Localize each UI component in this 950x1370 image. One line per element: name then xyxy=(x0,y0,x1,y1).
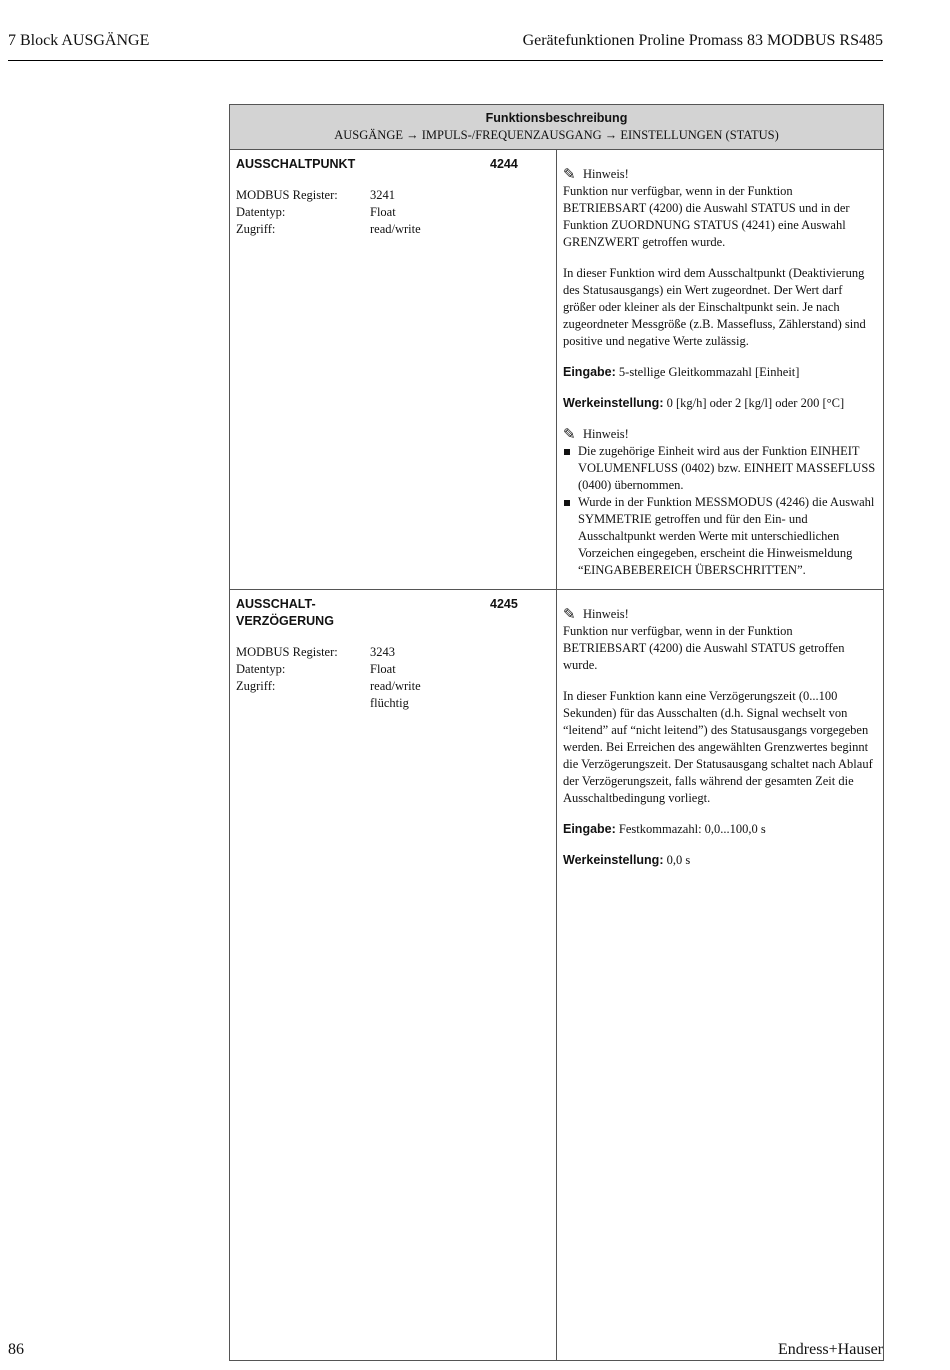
modbus-meta xyxy=(236,187,550,238)
meta-value: Float xyxy=(370,205,396,219)
hint-label: Hinweis! xyxy=(583,167,629,181)
default-line xyxy=(563,852,877,869)
footer-brand: Endress+Hauser xyxy=(778,1341,883,1358)
table-header xyxy=(230,105,884,150)
function-name: AUSSCHALTPUNKT xyxy=(236,157,356,171)
pencil-note-icon: ✎ xyxy=(563,605,576,623)
function-description-4244 xyxy=(557,150,884,590)
meta-key: Datentyp: xyxy=(236,205,286,219)
meta-key: Zugriff: xyxy=(236,222,276,236)
meta-value: read/write xyxy=(370,679,421,693)
meta-value: 3243 xyxy=(370,645,395,659)
hint-block xyxy=(563,606,877,623)
page-number: 86 xyxy=(8,1341,24,1358)
table-title: Funktionsbeschreibung xyxy=(485,111,628,125)
input-value: 5-stellige Gleitkommazahl [Einheit] xyxy=(618,365,800,379)
meta-value: Float xyxy=(370,662,396,676)
meta-value: read/write xyxy=(370,222,421,236)
description-text: In dieser Funktion wird dem Ausschaltpunkt (Deaktivierung des Statusausgangs) ein Wert zugeordnet. Der Wert darf größer oder kleiner als der Einschaltpunkt sein. Je nach zugeordneter Messgröße (z.B. Massefluss, Zählerstand) sind positive und negative Werte zulässig. xyxy=(563,266,866,348)
table-row xyxy=(230,590,884,1361)
default-label: Werkeinstellung: xyxy=(563,853,664,867)
meta-key: MODBUS Register: xyxy=(236,188,338,202)
input-line xyxy=(563,821,877,838)
table-menu-path: AUSGÄNGE → IMPULS-/FREQUENZAUSGANG → EINSTELLUNGEN (STATUS) xyxy=(334,128,779,142)
meta-key: MODBUS Register: xyxy=(236,645,338,659)
input-line xyxy=(563,364,877,381)
modbus-meta xyxy=(236,644,550,712)
hint-label: Hinweis! xyxy=(583,607,629,621)
list-item: Wurde in der Funktion MESSMODUS (4246) die Auswahl SYMMETRIE getroffen und für den Ein- und Ausschaltpunkt werden Werte mit unterschiedlichen Vorzeichen eingegeben, erscheint die Hinweismeldung “EINGABEBEREICH ÜBERSCHRITTEN”. xyxy=(563,494,877,579)
function-name-line1: AUSSCHALT- xyxy=(236,597,316,611)
header-chapter: 7 Block AUSGÄNGE xyxy=(8,32,150,49)
hint-block xyxy=(563,426,877,443)
pencil-note-icon: ✎ xyxy=(563,425,576,443)
function-number: 4245 xyxy=(490,597,518,611)
meta-value: flüchtig xyxy=(370,696,409,710)
meta-key xyxy=(236,695,370,712)
default-value: 0,0 s xyxy=(666,853,691,867)
function-info-4244 xyxy=(230,150,557,590)
meta-key: Zugriff: xyxy=(236,679,276,693)
function-info-4245 xyxy=(230,590,557,1361)
function-name-line2: VERZÖGERUNG xyxy=(236,614,334,628)
default-line xyxy=(563,395,877,412)
description-text: In dieser Funktion kann eine Verzögerungszeit (0...100 Sekunden) für das Ausschalten (d.h. Signal wechselt von “leitend” auf “nicht leitend”) des Statusausgangs vorgegeben werden. Bei Erreichen des angewählten Grenzwertes beginnt die Verzögerungszeit. Der Statusausgang schaltet nach Ablauf der Verzögerungszeit, falls während der gesamten Zeit die Ausschaltbedingung vorliegt. xyxy=(563,689,873,805)
header-title: Gerätefunktionen Proline Promass 83 MODBUS RS485 xyxy=(522,32,883,49)
table-row xyxy=(230,150,884,590)
input-label: Eingabe: xyxy=(563,822,616,836)
meta-value: 3241 xyxy=(370,188,395,202)
header-rule xyxy=(8,60,883,61)
function-description-4245 xyxy=(557,590,884,1361)
hint-bullet-list xyxy=(563,443,877,579)
input-label: Eingabe: xyxy=(563,365,616,379)
function-table xyxy=(229,104,884,1361)
list-item: Die zugehörige Einheit wird aus der Funktion EINHEIT VOLUMENFLUSS (0402) bzw. EINHEIT MASSEFLUSS (0400) übernommen. xyxy=(563,443,877,494)
hint-text: Funktion nur verfügbar, wenn in der Funktion BETRIEBSART (4200) die Auswahl STATUS und in der Funktion ZUORDNUNG STATUS (4241) eine Auswahl GRENZWERT getroffen wurde. xyxy=(563,184,850,249)
default-value: 0 [kg/h] oder 2 [kg/l] oder 200 [°C] xyxy=(666,396,845,410)
function-name xyxy=(236,596,366,630)
input-value: Festkommazahl: 0,0...100,0 s xyxy=(618,822,766,836)
meta-key: Datentyp: xyxy=(236,662,286,676)
hint-label: Hinweis! xyxy=(583,427,629,441)
pencil-note-icon: ✎ xyxy=(563,165,576,183)
function-number: 4244 xyxy=(490,157,518,171)
hint-text: Funktion nur verfügbar, wenn in der Funktion BETRIEBSART (4200) die Auswahl STATUS getroffen wurde. xyxy=(563,624,845,672)
default-label: Werkeinstellung: xyxy=(563,396,664,410)
hint-block xyxy=(563,166,877,183)
